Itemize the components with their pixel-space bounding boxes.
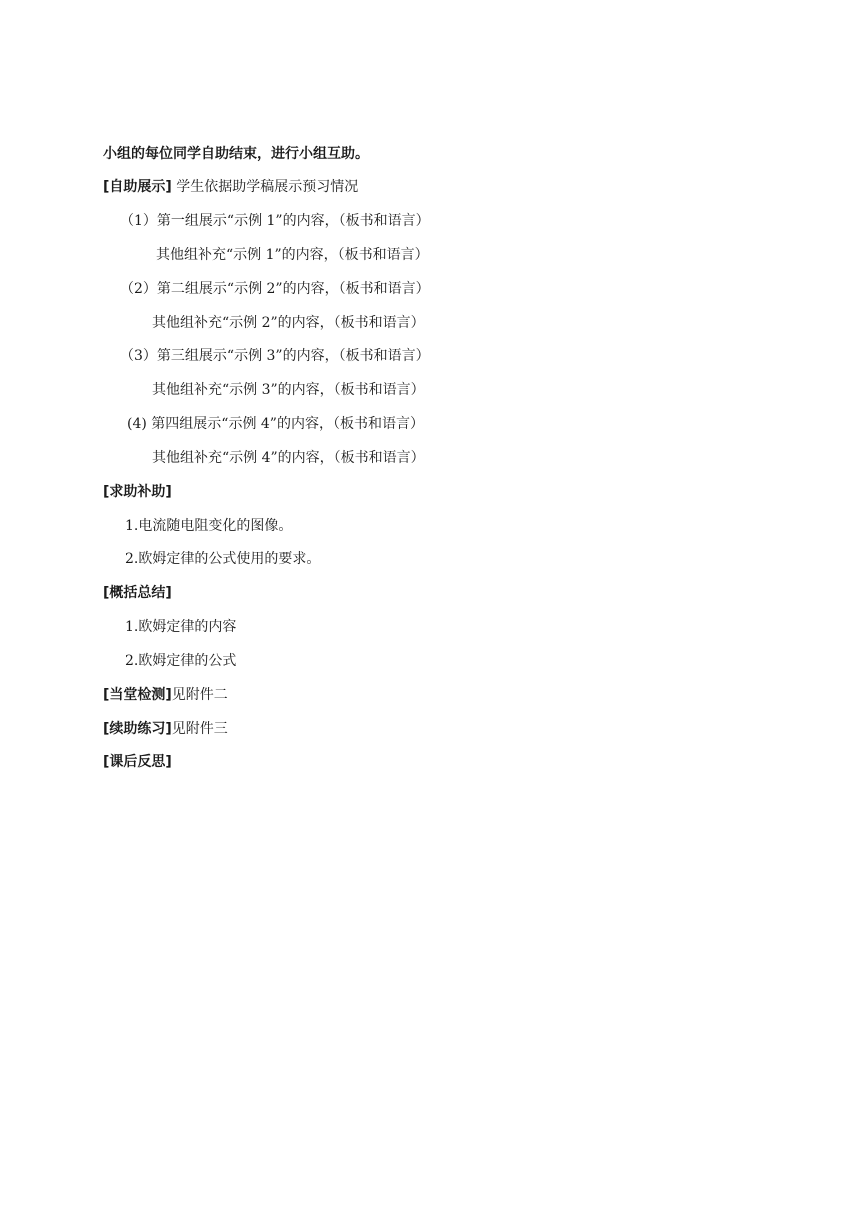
self-display-item: 其他组补充“示例 4”的内容，（板书和语言） [152, 450, 425, 466]
self-display-item: （2）第二组展示“示例 2”的内容，（板书和语言） [120, 281, 430, 297]
practice-line [103, 719, 228, 739]
summary-item: 1.欧姆定律的内容 [125, 619, 237, 635]
help-item: 1.电流随电阻变化的图像。 [125, 518, 293, 534]
self-display-line [103, 177, 358, 197]
class-test-heading: [当堂检测] [103, 687, 172, 703]
help-item: 2.欧姆定律的公式使用的要求。 [125, 551, 321, 567]
class-test-text: 见附件二 [171, 687, 228, 703]
self-display-item: 其他组补充“示例 3”的内容，（板书和语言） [152, 382, 425, 398]
self-display-heading: [自助展示] [103, 179, 172, 195]
self-display-item: （1）第一组展示“示例 1”的内容，（板书和语言） [120, 213, 430, 229]
practice-heading: [续助练习] [103, 721, 172, 737]
self-display-item: (4) 第四组展示“示例 4”的内容，（板书和语言） [127, 416, 424, 432]
summary-item: 2.欧姆定律的公式 [125, 653, 237, 669]
help-heading: [求助补助] [103, 484, 172, 500]
practice-text: 见附件三 [171, 721, 228, 737]
self-display-item: 其他组补充“示例 2”的内容，（板书和语言） [152, 315, 425, 331]
self-display-text: 学生依据助学稿展示预习情况 [176, 179, 359, 195]
class-test-line [103, 685, 228, 705]
reflection-heading: [课后反思] [103, 754, 172, 770]
self-display-item: （3）第三组展示“示例 3”的内容，（板书和语言） [120, 348, 430, 364]
summary-heading: [概括总结] [103, 585, 172, 601]
self-display-item: 其他组补充“示例 1”的内容，（板书和语言） [156, 247, 429, 263]
intro-text: 小组的每位同学自助结束，进行小组互助。 [103, 146, 369, 162]
